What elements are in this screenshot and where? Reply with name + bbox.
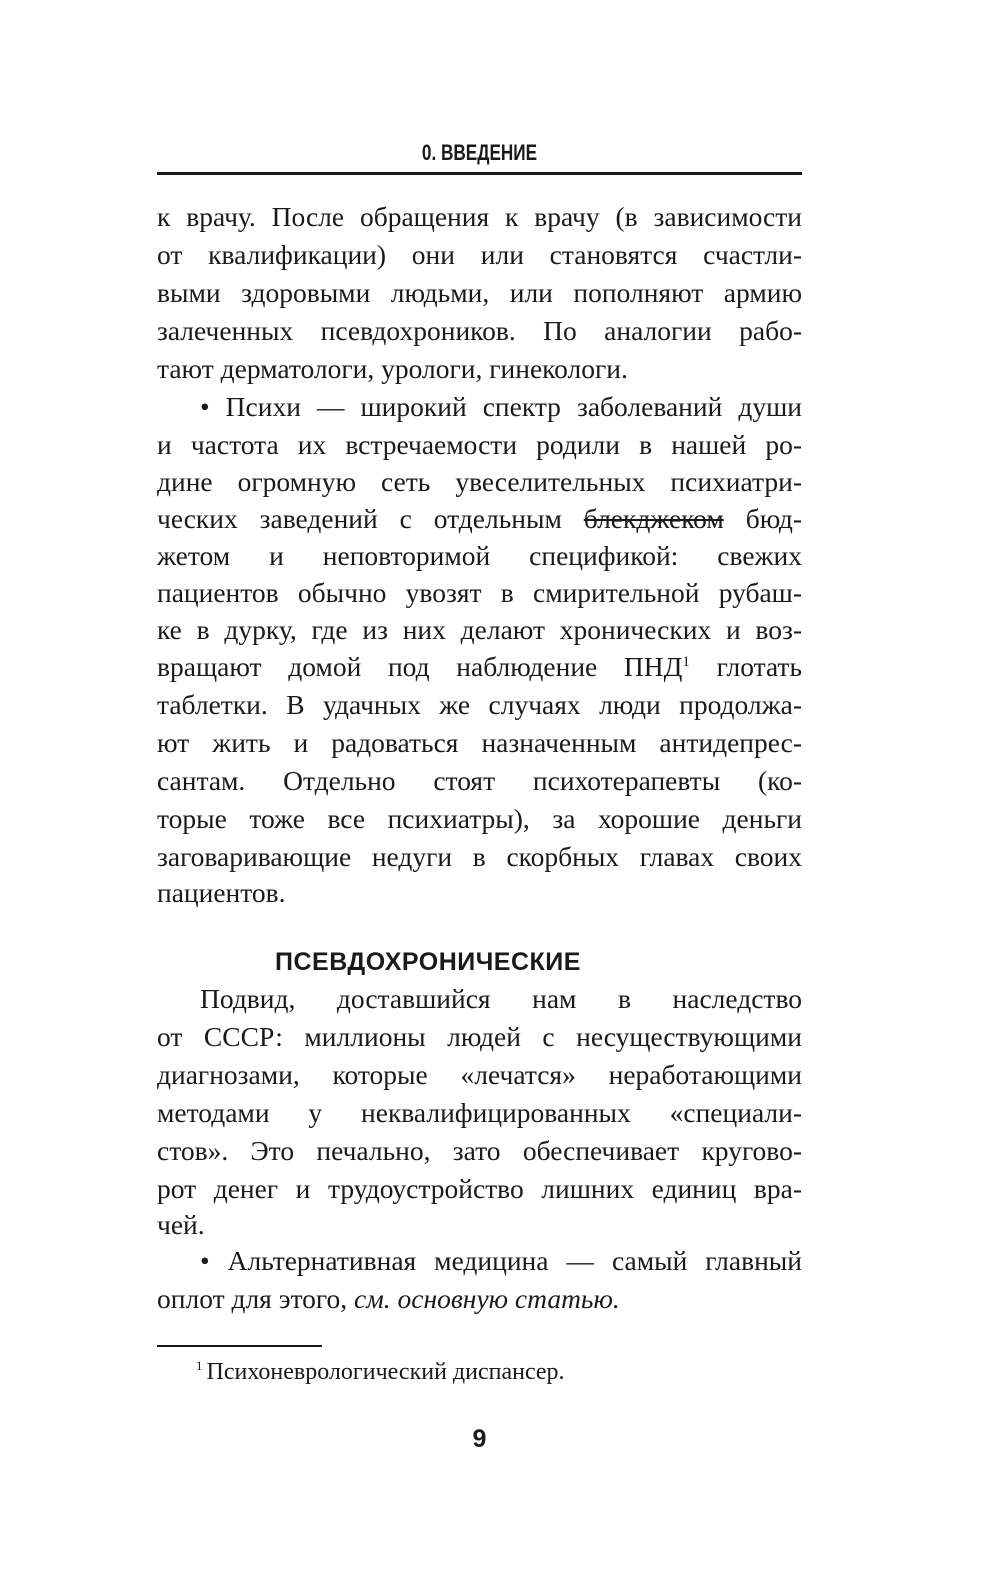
text-line: тают дерматологи, урологи, гинекологи. bbox=[157, 353, 628, 384]
footnote bbox=[196, 1356, 565, 1388]
text-line: таблетки. В удачных же случаях люди продолжа- bbox=[157, 689, 802, 720]
text-line: дине огромную сеть увеселительных психиатри- bbox=[157, 466, 802, 497]
cross-reference[interactable]: см. основную статью. bbox=[354, 1283, 620, 1314]
text-line: от квалификации) они или становятся счастли- bbox=[157, 239, 802, 270]
text-line: и частота их встречаемости родили в нашей ро- bbox=[157, 429, 802, 460]
text-line bbox=[157, 648, 802, 686]
text-line: Подвид, доставшийся нам в наследство bbox=[200, 983, 802, 1014]
text-line: ке в дурку, где из них делают хронических и воз- bbox=[157, 614, 802, 645]
text-line: пациентов обычно увозят в смирительной рубаш- bbox=[157, 577, 802, 608]
text-span: глотать bbox=[716, 651, 802, 682]
text-span: оплот для этого, bbox=[157, 1283, 348, 1314]
text-span: ческих заведений с отдельным bbox=[157, 503, 562, 534]
text-line: торые тоже все психиатры), за хорошие деньги bbox=[157, 803, 802, 834]
footnote-text: Психоневрологический диспансер. bbox=[206, 1359, 565, 1385]
text-line: залеченных псевдохроников. По аналогии рабо- bbox=[157, 315, 802, 346]
footnote-rule bbox=[157, 1345, 322, 1347]
text-span: вращают домой под наблюдение ПНД bbox=[157, 651, 683, 682]
text-line: заговаривающие недуги в скорбных главах своих bbox=[157, 841, 802, 872]
footnote-marker: 1 bbox=[196, 1358, 203, 1373]
text-line: методами у неквалифицированных «специали- bbox=[157, 1097, 802, 1128]
text-line: жетом и неповторимой спецификой: свежих bbox=[157, 540, 802, 571]
text-span: бюд- bbox=[745, 503, 802, 534]
text-line: пациентов. bbox=[157, 877, 286, 908]
text-line: ют жить и радоваться назначенным антидепрес- bbox=[157, 727, 802, 758]
text-line bbox=[157, 500, 802, 538]
text-line bbox=[157, 1280, 802, 1318]
struck-word: блекджеком bbox=[583, 503, 724, 534]
running-head: 0. ВВЕДЕНИЕ bbox=[421, 140, 538, 165]
bullet-line: • Альтернативная медицина — самый главный bbox=[200, 1245, 802, 1276]
text-line: выми здоровыми людьми, или пополняют армию bbox=[157, 277, 802, 308]
text-line: диагнозами, которые «лечатся» неработающими bbox=[157, 1059, 802, 1090]
text-line: сантам. Отдельно стоят психотерапевты (ко- bbox=[157, 765, 802, 796]
header-rule bbox=[157, 172, 802, 175]
page-number: 9 bbox=[472, 1425, 487, 1453]
section-heading: ПСЕВДОХРОНИЧЕСКИЕ bbox=[275, 948, 581, 976]
text-line: рот денег и трудоустройство лишних единиц вра- bbox=[157, 1173, 802, 1204]
text-line: стов». Это печально, зато обеспечивает кругово- bbox=[157, 1135, 802, 1166]
footnote-reference[interactable]: 1 bbox=[682, 654, 690, 670]
bullet-line: • Психи — широкий спектр заболеваний души bbox=[200, 391, 802, 422]
text-line: от СССР: миллионы людей с несуществующими bbox=[157, 1021, 802, 1052]
text-line: к врачу. После обращения к врачу (в зависимости bbox=[157, 201, 802, 232]
text-line: чей. bbox=[157, 1209, 205, 1240]
